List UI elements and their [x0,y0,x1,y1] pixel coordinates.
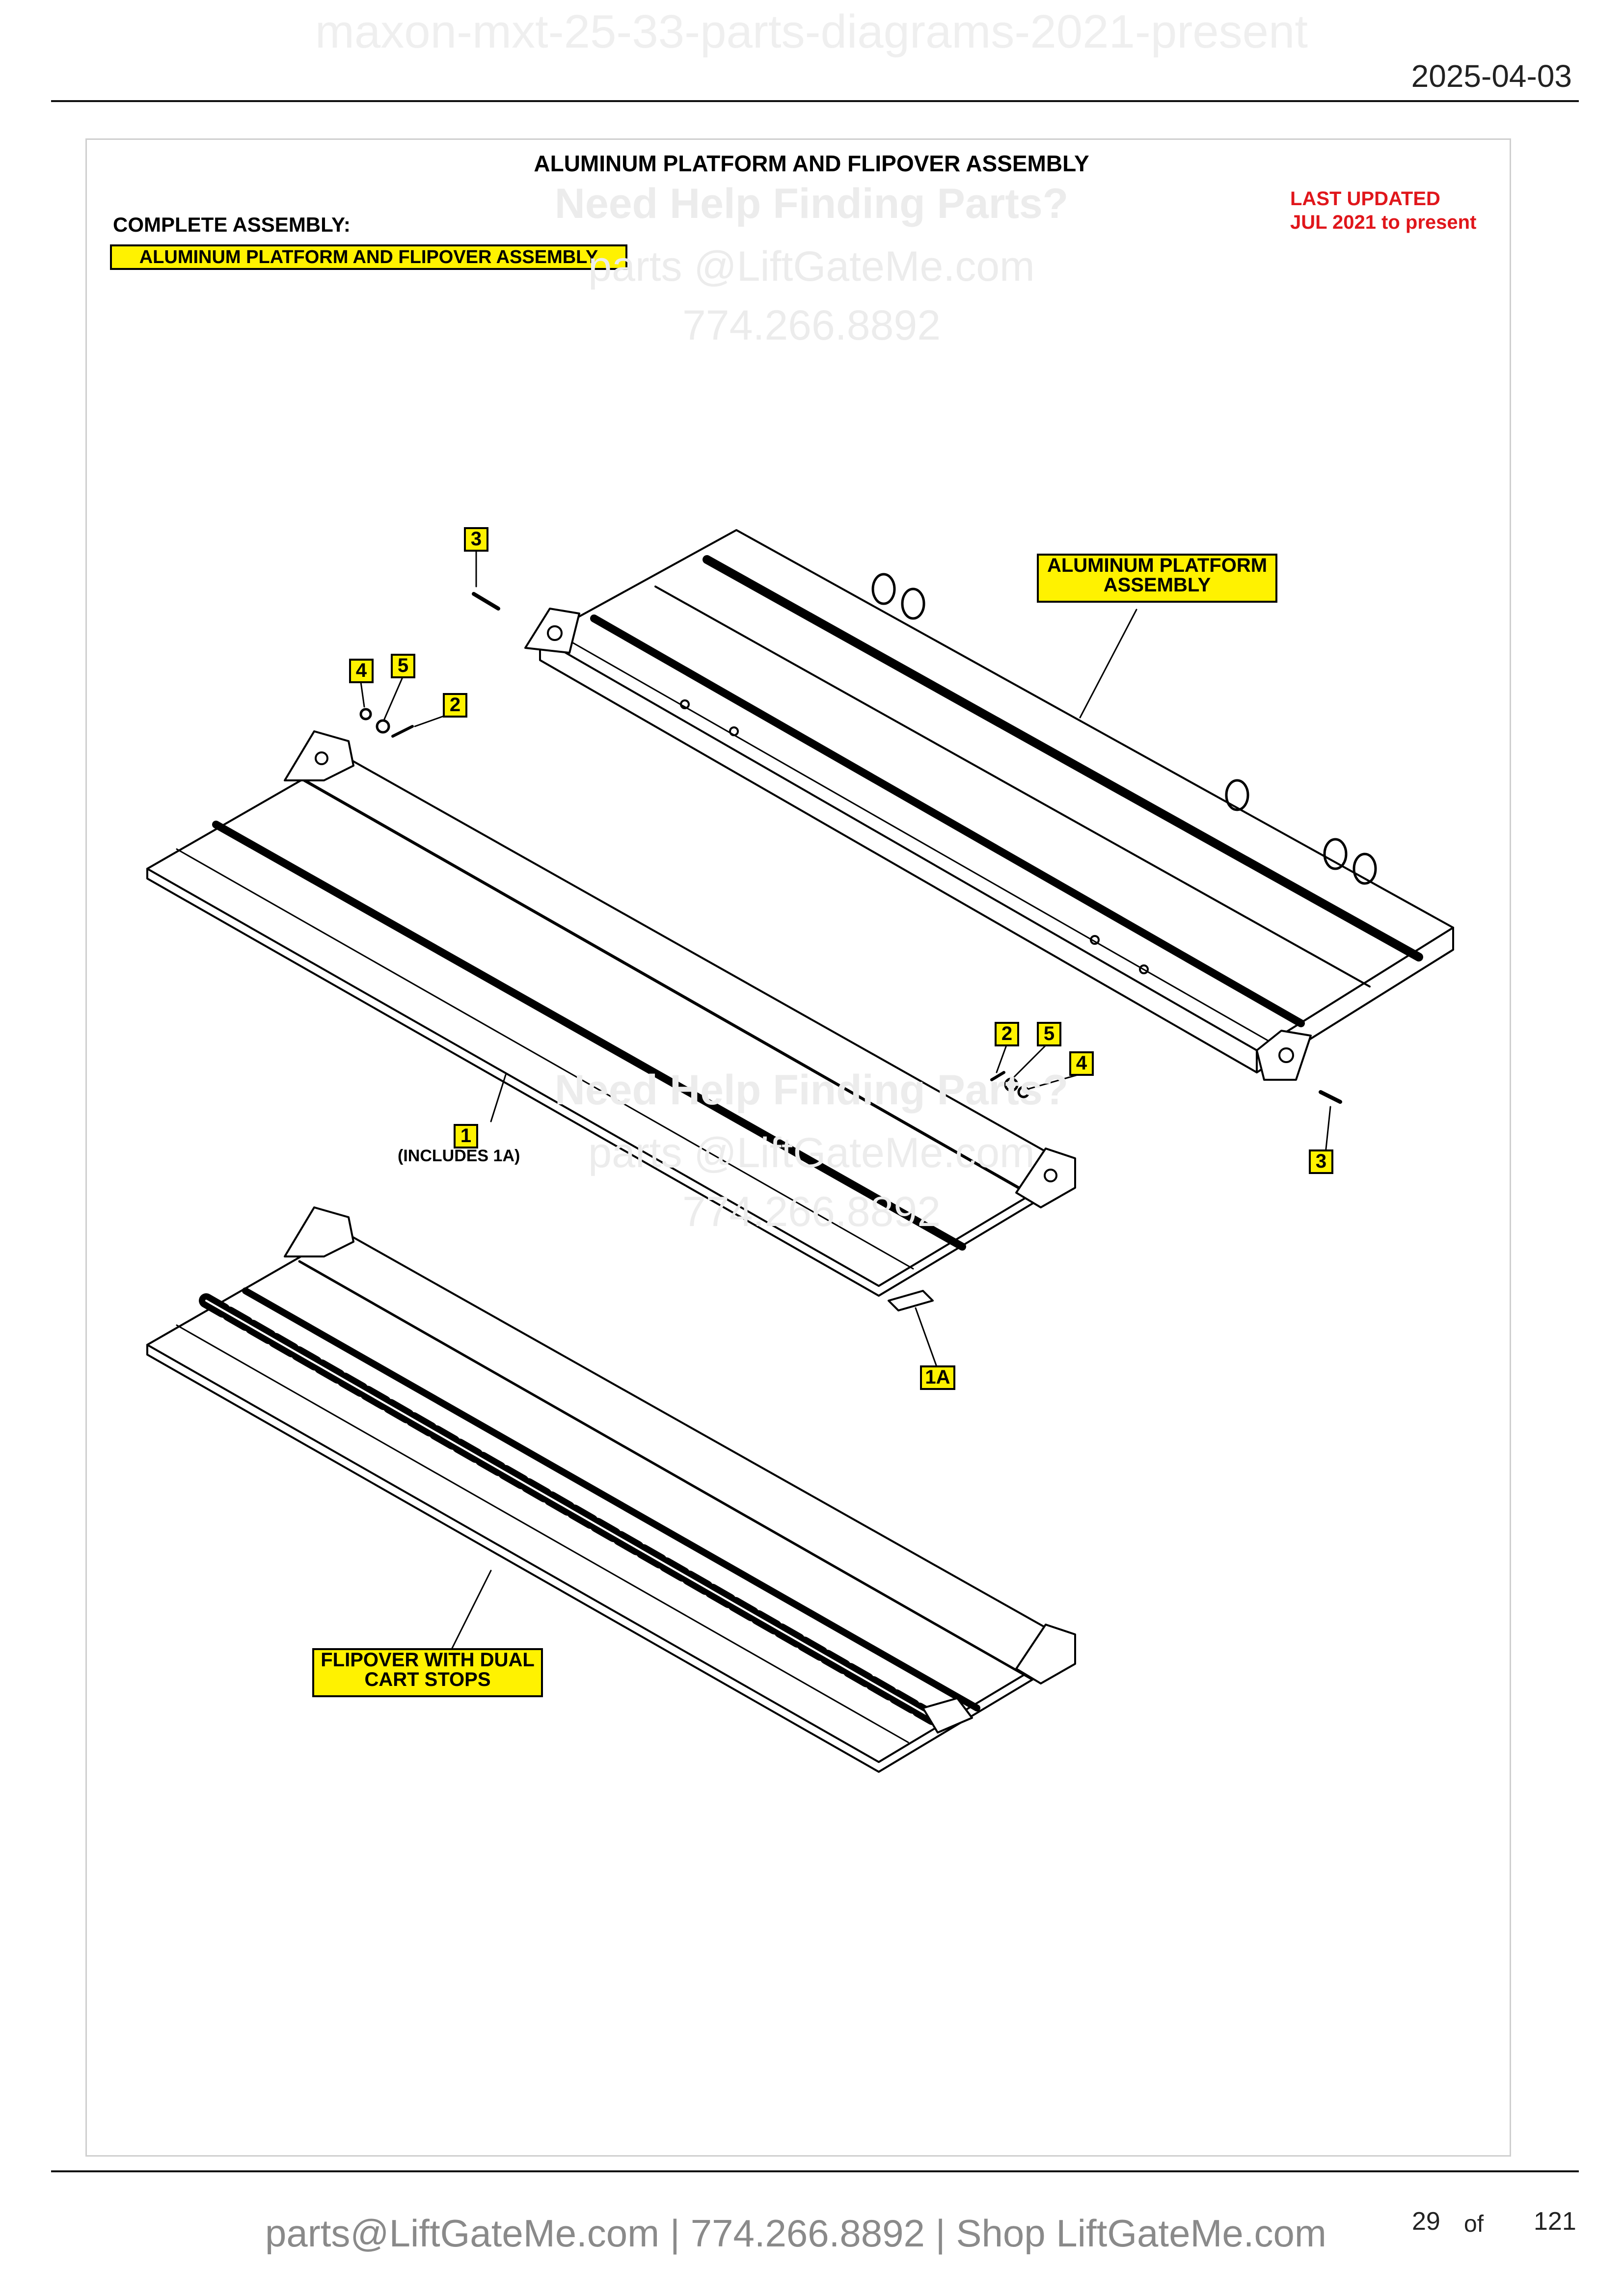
watermark-email-mid: parts @LiftGateMe.com [588,1129,1035,1176]
flipover-with-cart-stops-drawing [147,1207,1075,1772]
callout-flipover-line2: CART STOPS [364,1669,491,1690]
page-current: 29 [1412,2207,1440,2236]
page-total: 121 [1534,2207,1576,2236]
last-updated-range: JUL 2021 to present [1290,212,1477,233]
watermark-help-top: Need Help Finding Parts? [554,180,1069,227]
last-updated-label: LAST UPDATED [1290,188,1440,210]
callout-flipover-cart-stops [312,1648,543,1697]
callout-item-3-right: 3 [1309,1149,1333,1174]
callout-item-5-right: 5 [1037,1022,1061,1046]
callout-item-1a: 1A [920,1365,955,1390]
callout-item-4-right: 4 [1069,1051,1094,1076]
document-title-watermark: maxon-mxt-25-33-parts-diagrams-2021-present [315,5,1308,58]
callout-item-3-top: 3 [464,527,488,552]
sheet-title: ALUMINUM PLATFORM AND FLIPOVER ASSEMBLY [534,151,1089,176]
callout-item-2-right: 2 [995,1022,1019,1046]
includes-1a-note: (INCLUDES 1A) [398,1147,520,1165]
callout-item-4-left: 4 [349,659,374,683]
watermark-phone-mid: 774.266.8892 [682,1188,941,1235]
callout-item-2-left: 2 [443,693,467,718]
callout-platform-line2: ASSEMBLY [1103,574,1211,596]
watermark-phone-top: 774.266.8892 [682,302,941,349]
footer-rule [51,2170,1579,2172]
callout-platform-assembly [1037,554,1277,603]
watermark-email-top: parts @LiftGateMe.com [588,243,1035,290]
watermark-help-mid: Need Help Finding Parts? [554,1067,1069,1114]
complete-assembly-label: COMPLETE ASSEMBLY: [113,213,351,236]
complete-assembly-value: ALUMINUM PLATFORM AND FLIPOVER ASSEMBLY [110,244,627,270]
document-date: 2025-04-03 [1411,58,1572,94]
callout-platform-line1: ALUMINUM PLATFORM [1047,555,1268,576]
callout-item-5-left: 5 [391,654,415,678]
callout-flipover-line1: FLIPOVER WITH DUAL [321,1649,535,1671]
callout-item-1: 1 [454,1124,478,1148]
footer-contact: parts@LiftGateMe.com | 774.266.8892 | Shop LiftGateMe.com [265,2212,1326,2255]
page-of-label: of [1464,2211,1484,2237]
